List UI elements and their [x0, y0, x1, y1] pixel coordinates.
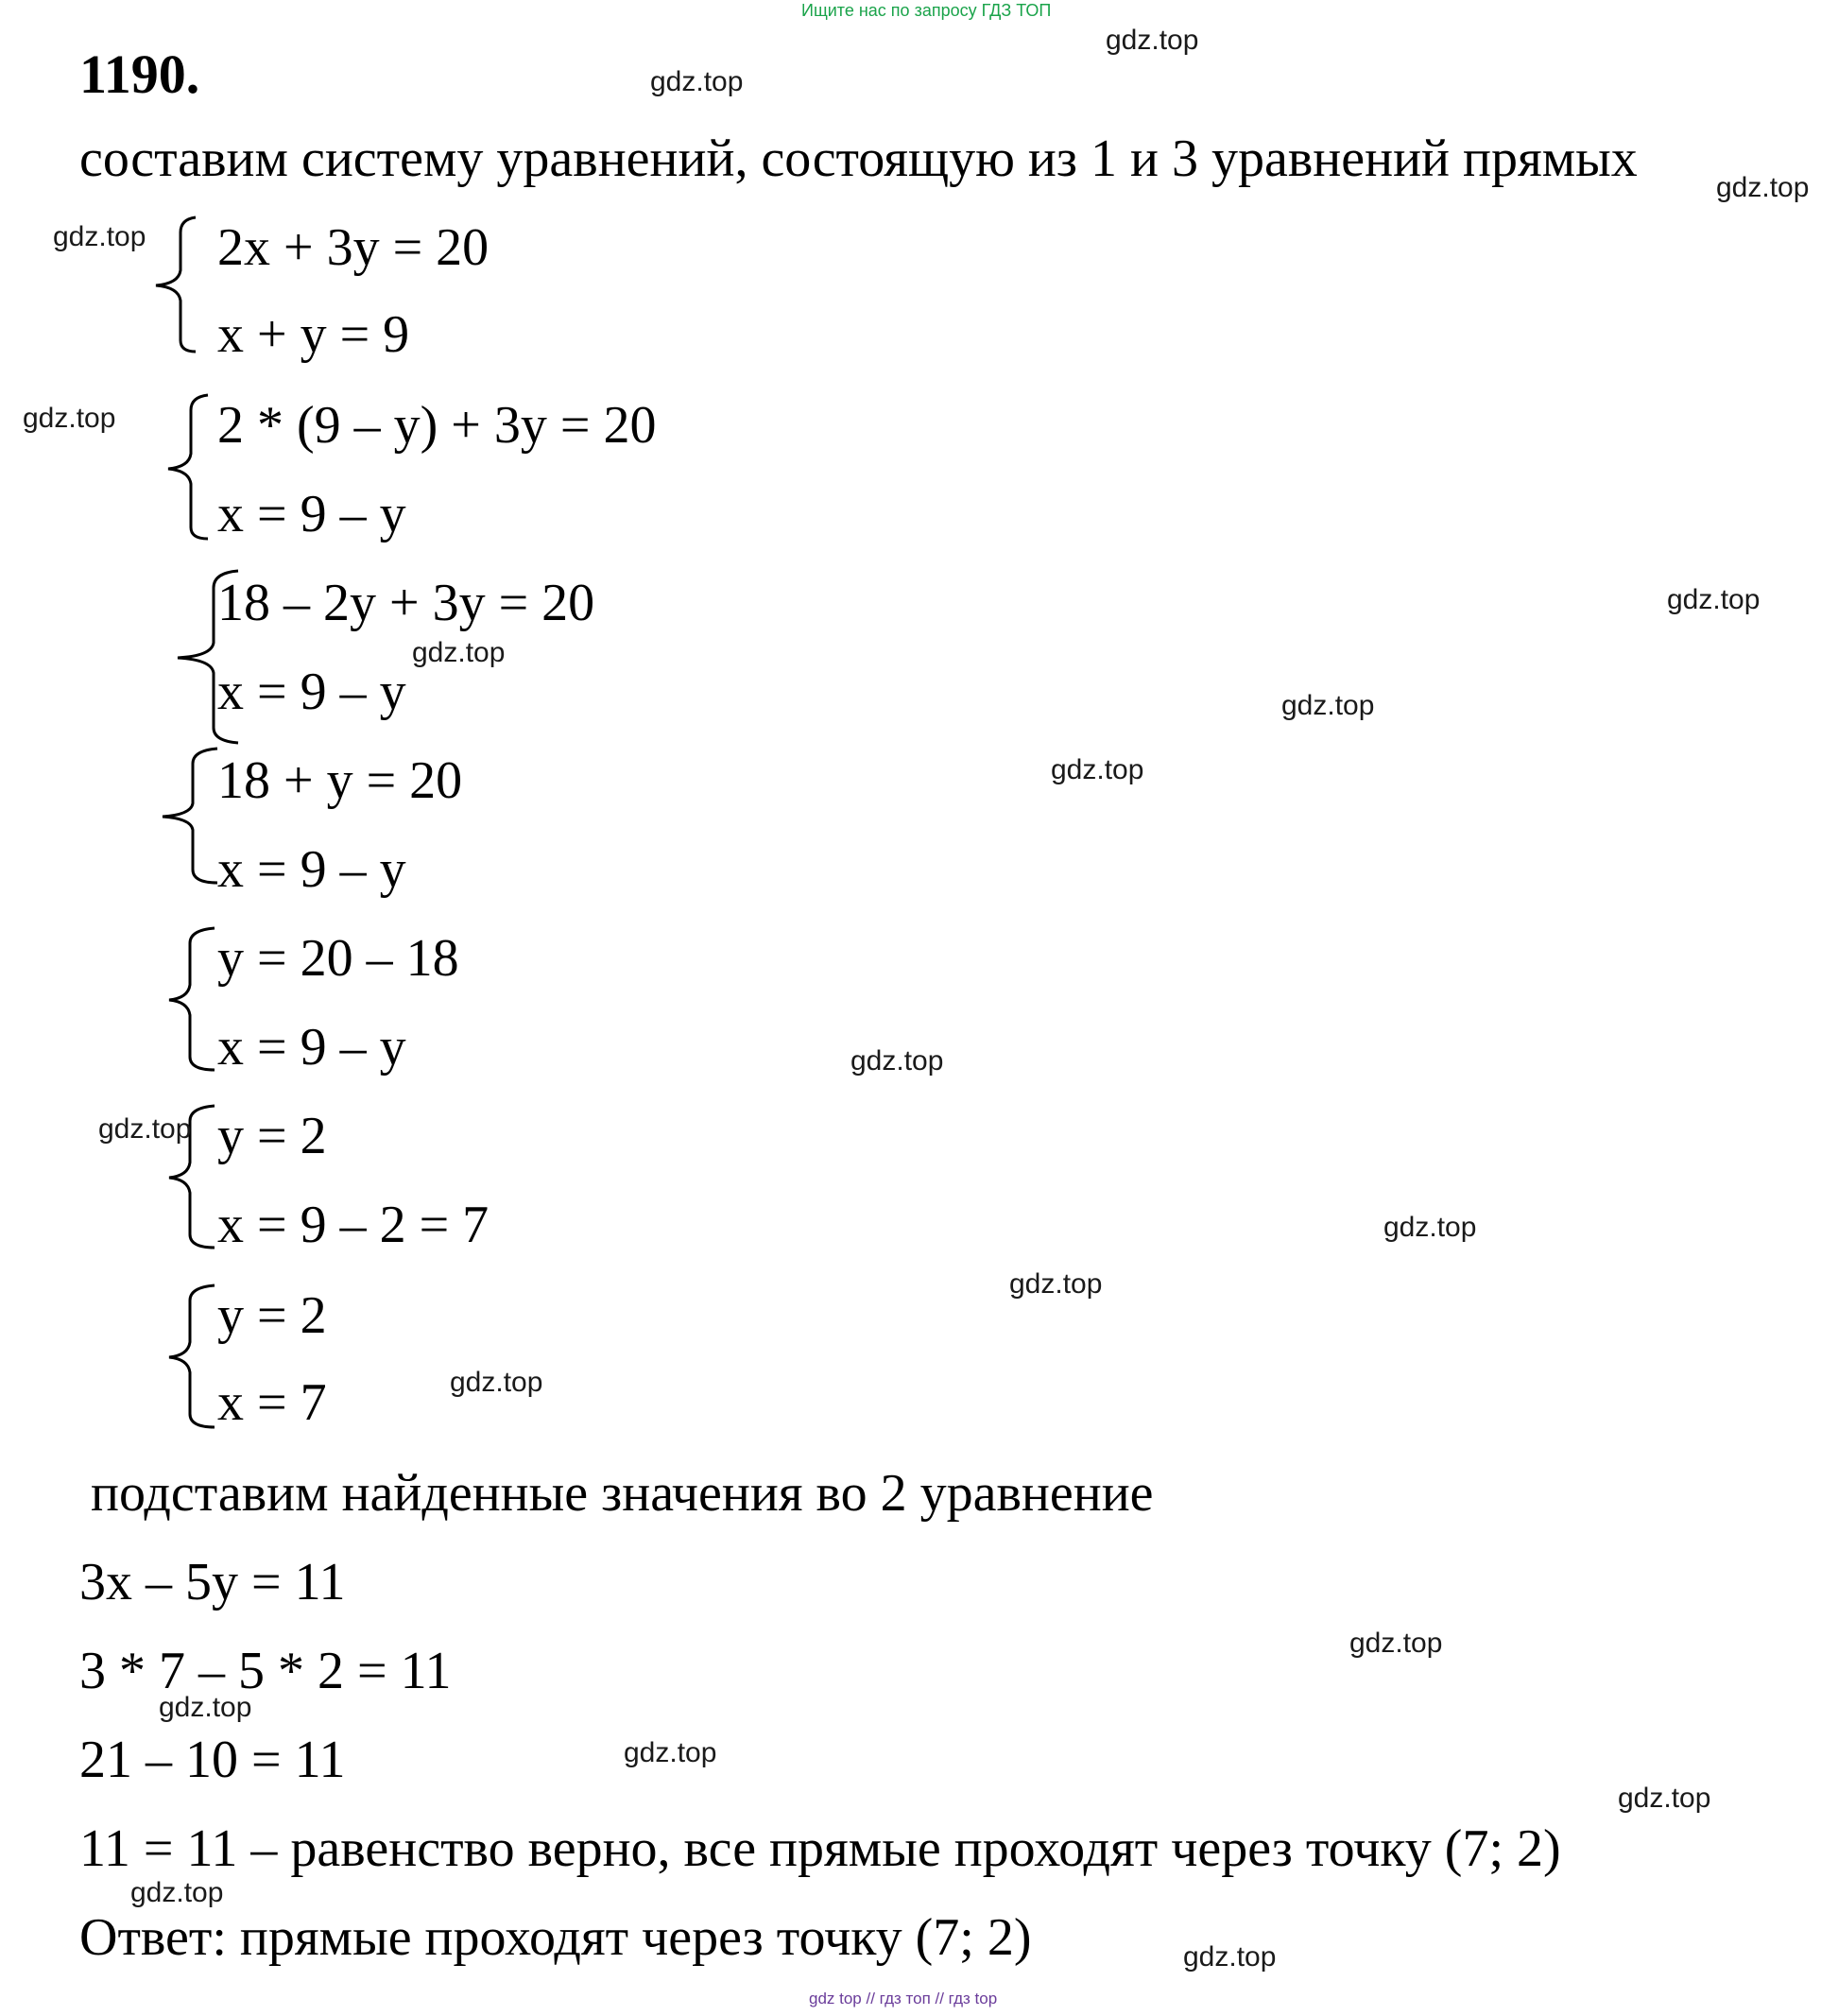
top-search-note: Ищите нас по запросу ГДЗ ТОП: [801, 1, 1052, 20]
watermark: gdz.top: [1667, 584, 1761, 615]
answer-text: Ответ: прямые проходят через точку (7; 2): [79, 1908, 1032, 1967]
watermark: gdz.top: [412, 637, 506, 668]
watermark: gdz.top: [1349, 1628, 1443, 1659]
system-1-line-1: 2x + 3y = 20: [217, 218, 490, 277]
watermark: gdz.top: [159, 1692, 252, 1723]
system-3-line-2: x = 9 – y: [217, 663, 406, 721]
watermark: gdz.top: [130, 1877, 224, 1908]
watermark: gdz.top: [1383, 1212, 1477, 1243]
system-7-line-1: y = 2: [217, 1286, 327, 1345]
footer-links: gdz top // гдз топ // гдз top: [809, 1990, 998, 2007]
system-1-line-2: x + y = 9: [217, 305, 410, 364]
system-3-line-1: 18 – 2y + 3y = 20: [217, 574, 595, 632]
check-line-3: 21 – 10 = 11: [79, 1731, 346, 1789]
watermark: gdz.top: [1051, 754, 1144, 785]
watermark: gdz.top: [1716, 172, 1810, 203]
system-4-line-1: 18 + y = 20: [217, 751, 463, 810]
system-5-line-2: x = 9 – y: [217, 1018, 406, 1077]
system-2-line-1: 2 * (9 – y) + 3y = 20: [217, 396, 657, 455]
substitute-text: подставим найденные значения во 2 уравнение: [91, 1464, 1154, 1523]
watermark: gdz.top: [1106, 25, 1199, 56]
watermark: gdz.top: [53, 221, 146, 252]
system-6-line-2: x = 9 – 2 = 7: [217, 1196, 490, 1254]
watermark: gdz.top: [1183, 1941, 1277, 1973]
system-2-line-2: x = 9 – y: [217, 485, 406, 543]
watermark: gdz.top: [1618, 1783, 1711, 1814]
watermark: gdz.top: [1009, 1268, 1103, 1300]
system-brace: [161, 391, 217, 543]
system-brace: [159, 745, 225, 887]
watermark: gdz.top: [624, 1737, 717, 1768]
watermark: gdz.top: [98, 1113, 192, 1145]
system-7-line-2: x = 7: [217, 1373, 327, 1432]
system-6-line-1: y = 2: [217, 1107, 327, 1165]
system-4-line-2: x = 9 – y: [217, 840, 406, 899]
check-line-2: 3 * 7 – 5 * 2 = 11: [79, 1642, 452, 1700]
watermark: gdz.top: [23, 403, 116, 434]
check-line-1: 3x – 5y = 11: [79, 1553, 346, 1611]
system-brace: [165, 1282, 222, 1431]
intro-text: составим систему уравнений, состоящую из 1 и 3 уравнений прямых: [79, 129, 1638, 188]
system-brace: [146, 214, 203, 355]
system-brace: [165, 924, 222, 1074]
check-line-4: 11 = 11 – равенство верно, все прямые проходят через точку (7; 2): [79, 1819, 1561, 1878]
watermark: gdz.top: [850, 1045, 944, 1077]
watermark: gdz.top: [650, 66, 744, 97]
watermark: gdz.top: [450, 1367, 543, 1398]
system-5-line-1: y = 20 – 18: [217, 929, 459, 988]
watermark: gdz.top: [1281, 690, 1375, 721]
problem-number: 1190.: [79, 43, 200, 105]
